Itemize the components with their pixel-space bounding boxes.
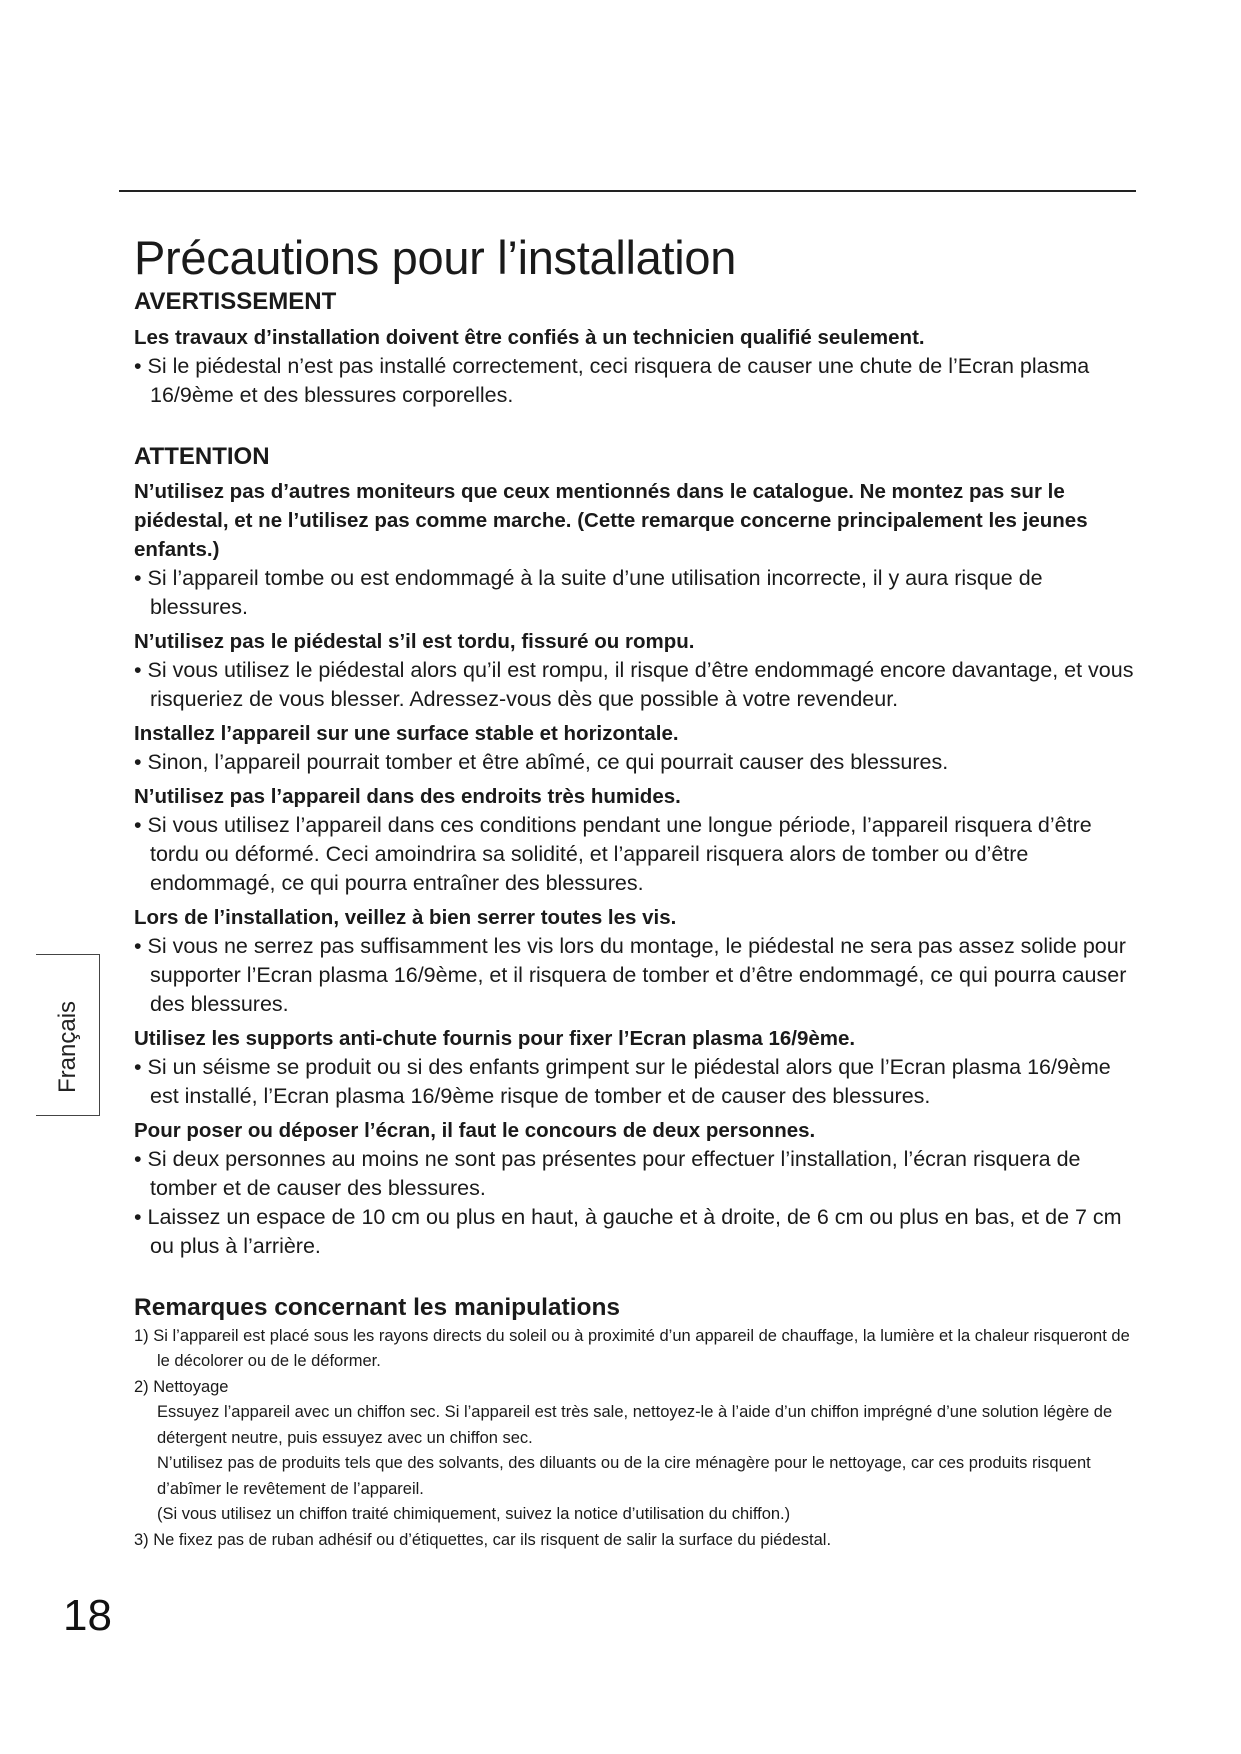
attention-item-bullet: • Si vous ne serrez pas suffisamment les vis lors du montage, le piédestal ne sera pas assez solide pour supporter l’Ecran plasma 16/9ème, et il risquera de tomber et d’être endommagé, ce qui pourra causer des blessures. <box>134 933 1127 1016</box>
attention-item-bold: Utilisez les supports anti-chute fournis pour fixer l’Ecran plasma 16/9ème. <box>134 1026 856 1050</box>
page-number: 18 <box>63 1591 112 1640</box>
attention-item-bold: N’utilisez pas d’autres moniteurs que ceux mentionnés dans le catalogue. Ne montez pas sur le piédestal, et ne l’utilisez pas comme marche. (Cette remarque concerne principalement les jeunes enfants.) <box>134 479 1088 561</box>
page-title: Précautions pour l’installation <box>134 231 737 284</box>
avertissement-bullet: • Si le piédestal n’est pas installé correctement, ceci risquera de causer une chute de l’Ecran plasma 16/9ème et des blessures corporelles. <box>134 353 1090 407</box>
attention-item-bullet: • Si vous utilisez l’appareil dans ces conditions pendant une longue période, l’appareil risquera d’être tordu ou déformé. Ceci amoindrira sa solidité, et l’appareil risquera alors de tomber ou d’être endommagé, ce qui pourra entraîner des blessures. <box>134 812 1092 895</box>
attention-item-bold: Lors de l’installation, veillez à bien serrer toutes les vis. <box>134 905 677 929</box>
remark-item-3: 3) Ne fixez pas de ruban adhésif ou d’étiquettes, car ils risquent de salir la surface du piédestal. <box>134 1530 832 1549</box>
remarques-heading: Remarques concernant les manipulations <box>134 1293 621 1321</box>
attention-item-bold: N’utilisez pas le piédestal s’il est tordu, fissuré ou rompu. <box>134 629 695 653</box>
remark-item-1: 1) Si l’appareil est placé sous les rayons directs du soleil ou à proximité d’un appareil de chauffage, la lumière et la chaleur risqueront de le décolorer ou de le déformer. <box>134 1326 1130 1371</box>
attention-item-bold: N’utilisez pas l’appareil dans des endroits très humides. <box>134 784 681 808</box>
attention-heading: ATTENTION <box>134 442 270 470</box>
attention-item-bullet: • Si l’appareil tombe ou est endommagé à la suite d’une utilisation incorrecte, il y aura risque de blessures. <box>134 565 1043 619</box>
language-side-tab-label: Français <box>54 1000 81 1093</box>
remark-item-2-paragraph: Essuyez l’appareil avec un chiffon sec. Si l’appareil est très sale, nettoyez-le à l’aide d’un chiffon imprégné d’une solution légère de détergent neutre, puis essuyez avec un chiffon sec. <box>157 1403 1113 1447</box>
page-content <box>134 230 1144 1553</box>
attention-item-bold: Pour poser ou déposer l’écran, il faut le concours de deux personnes. <box>134 1118 816 1142</box>
avertissement-heading: AVERTISSEMENT <box>134 288 337 316</box>
attention-item-bold: Installez l’appareil sur une surface stable et horizontale. <box>134 721 679 745</box>
remark-item-2-paragraph: (Si vous utilisez un chiffon traité chimiquement, suivez la notice d’utilisation du chiffon.) <box>157 1505 791 1524</box>
avertissement-bold: Les travaux d’installation doivent être confiés à un technicien qualifié seulement. <box>134 325 925 349</box>
attention-item-bullet: • Si un séisme se produit ou si des enfants grimpent sur le piédestal alors que l’Ecran plasma 16/9ème est installé, l’Ecran plasma 16/9ème risque de tomber et de causer des blessures. <box>134 1054 1111 1108</box>
attention-item-bullet: • Sinon, l’appareil pourrait tomber et être abîmé, ce qui pourrait causer des blessures. <box>134 749 949 774</box>
attention-extra-bullet: • Laissez un espace de 10 cm ou plus en haut, à gauche et à droite, de 6 cm ou plus en bas, et de 7 cm ou plus à l’arrière. <box>134 1204 1122 1258</box>
attention-item-bullet: • Si deux personnes au moins ne sont pas présentes pour effectuer l’installation, l’écran risquera de tomber et de causer des blessures. <box>134 1146 1081 1200</box>
remark-item-2-paragraph: N’utilisez pas de produits tels que des solvants, des diluants ou de la cire ménagère pour le nettoyage, car ces produits risquent d’abîmer le revêtement de l’appareil. <box>157 1454 1091 1498</box>
remark-item-2-title: 2) Nettoyage <box>134 1377 229 1396</box>
top-rule <box>119 190 1136 192</box>
attention-item-bullet: • Si vous utilisez le piédestal alors qu’il est rompu, il risque d’être endommagé encore davantage, et vous risqueriez de vous blesser. Adressez-vous dès que possible à votre revendeur. <box>134 657 1134 711</box>
